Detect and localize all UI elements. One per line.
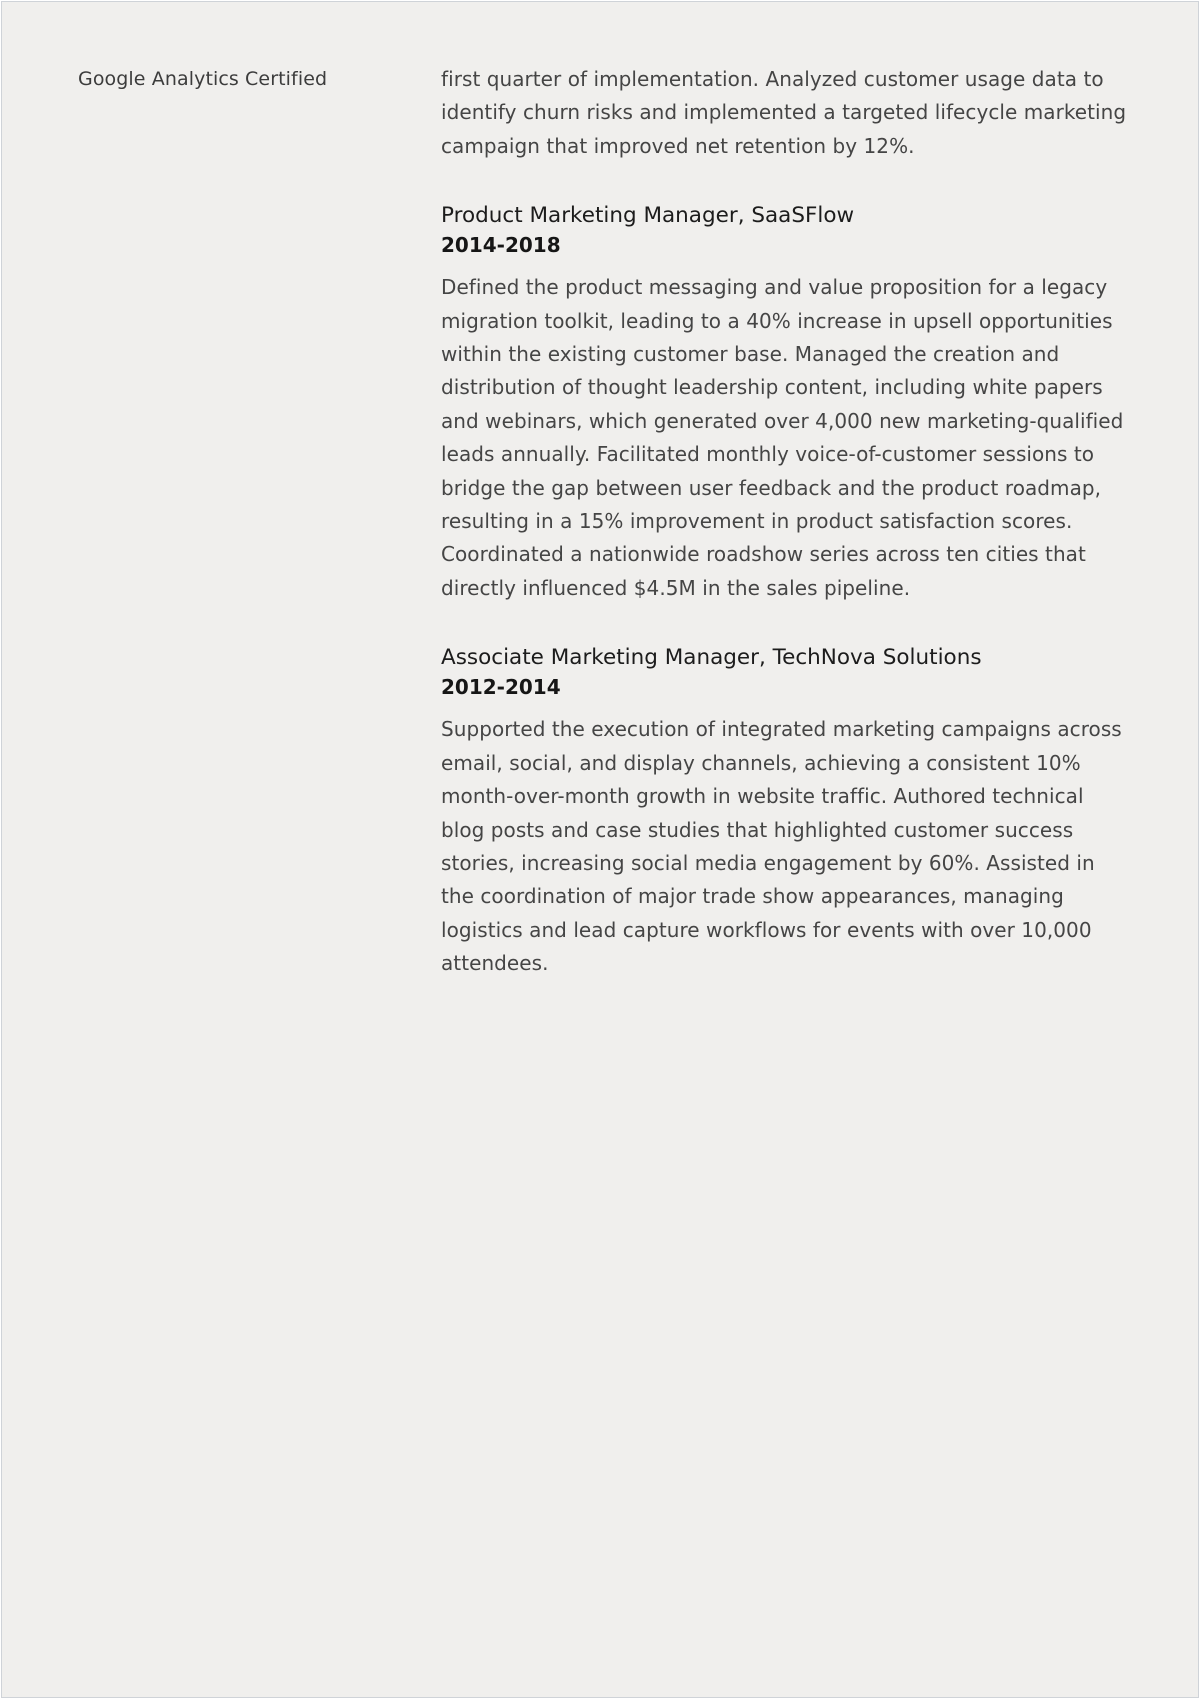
job-dates: 2012-2014 (441, 675, 561, 700)
certification-item: Google Analytics Certified (78, 68, 328, 90)
job-description: Defined the product messaging and value proposition for a legacy migration toolkit, leading to a 40% increase in upsell opportunities within the existing customer base. Managed the creation and distribution of thought leadership content, including white papers and webinars, which generated over 4,000 new marketing-qualified leads annually. Facilitated monthly voice-of-customer sessions to bridge the gap between user feedback and the product roadmap, resulting in a 15% improvement in product satisfaction scores. Coordinated a nationwide roadshow series across ten cities that directly influenced $4.5M in the sales pipeline. (441, 275, 1124, 600)
resume-page (1, 1, 1199, 1698)
sidebar-column (78, 64, 408, 94)
job-entry-saasflow (441, 201, 1131, 605)
job-entry-technova (441, 643, 1131, 980)
job-title: Associate Marketing Manager, TechNova Solutions (441, 645, 982, 671)
job-title: Product Marketing Manager, SaaSFlow (441, 203, 855, 229)
job-description: Supported the execution of integrated marketing campaigns across email, social, and display channels, achieving a consistent 10% month-over-month growth in website traffic. Authored technical blog posts and case studies that highlighted customer success stories, increasing social media engagement by 60%. Assisted in the coordination of major trade show appearances, managing logistics and lead capture workflows for events with over 10,000 attendees. (441, 717, 1122, 976)
previous-job-description-continued: first quarter of implementation. Analyzed customer usage data to identify churn risks and implemented a targeted lifecycle marketing campaign that improved net retention by 12%. (441, 67, 1127, 158)
experience-column (441, 63, 1131, 981)
job-dates: 2014-2018 (441, 233, 561, 258)
